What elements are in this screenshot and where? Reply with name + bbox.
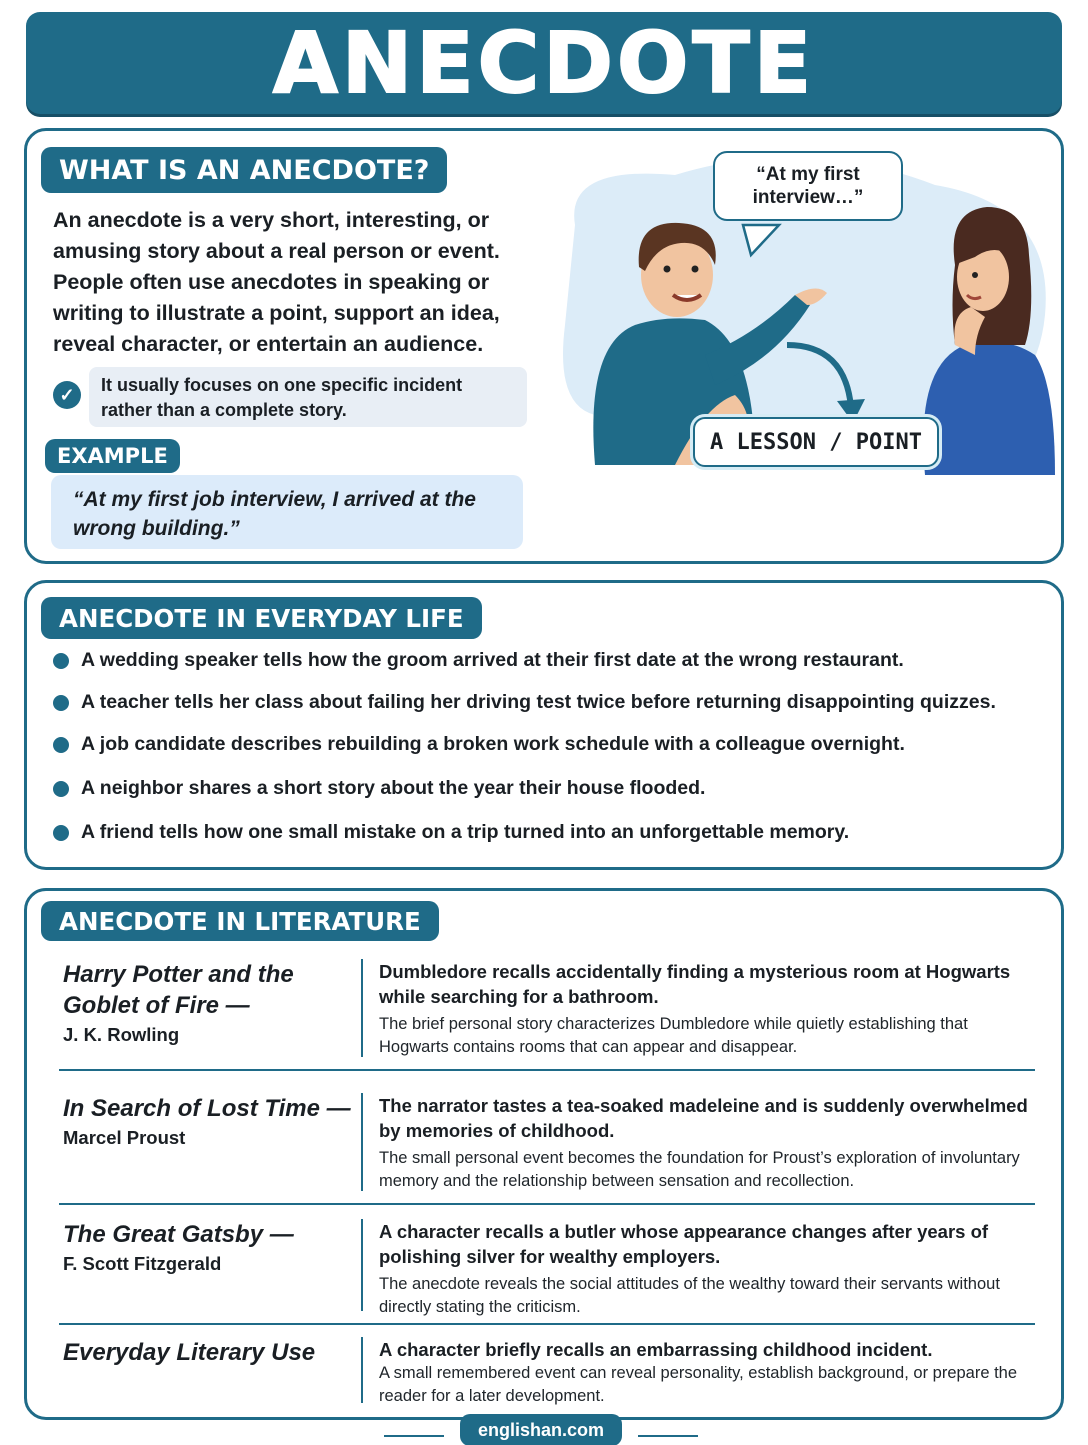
row-separator xyxy=(59,1203,1035,1205)
definition-text: An anecdote is a very short, interesting, or amusing story about a real person or event. People often use anecdotes in speaking or writing to illustrate a point, support an idea, reveal character, or entertain an audience. xyxy=(53,208,500,356)
literature-heading: ANECDOTE IN LITERATURE xyxy=(41,901,439,941)
literature-card xyxy=(24,888,1064,1420)
work-title: Everyday Literary Use xyxy=(63,1339,316,1366)
lesson-point-badge: A LESSON / POINT xyxy=(693,417,939,467)
anecdote-explanation: The brief personal story characterizes Dumbledore while quietly establishing that Hogwarts contains rooms that can appear and disappear. xyxy=(379,1015,968,1056)
anecdote-explanation: The small personal event becomes the foundation for Proust’s exploration of involuntary memory and the relationship between sensation and recollection. xyxy=(379,1149,1020,1190)
bullet-icon xyxy=(53,825,69,841)
anecdote-summary: A character briefly recalls an embarrassing childhood incident. A small remembered event can reveal personality, establish background, or prepare the reader for a later development. xyxy=(379,1337,1029,1408)
page-title: ANECDOTE xyxy=(272,14,816,112)
bullet-icon xyxy=(53,653,69,669)
anecdote-summary: Dumbledore recalls accidentally finding a mysterious room at Hogwarts while searching for a bathroom. The brief personal story characterizes Dumbledore while quietly establishing that Hogwarts contains rooms that can appear and disappear. xyxy=(379,959,1029,1059)
speech-bubble: “At my first interview…” xyxy=(713,151,903,221)
list-item: A wedding speaker tells how the groom arrived at their first date at the wrong restaurant. xyxy=(49,649,1059,672)
everyday-life-heading: ANECDOTE IN EVERYDAY LIFE xyxy=(41,597,482,639)
work-title: Harry Potter and the Goblet of Fire — J. K. Rowling xyxy=(63,959,353,1049)
work-title: The Great Gatsby — F. Scott Fitzgerald xyxy=(63,1219,353,1278)
literature-row xyxy=(59,1337,1035,1407)
bullet-icon xyxy=(53,781,69,797)
anecdote-summary: The narrator tastes a tea-soaked madeleine and is suddenly overwhelmed by memories of childhood. The small personal event becomes the foundation for Proust’s exploration of involuntary memory and the relationship between sensation and recollection. xyxy=(379,1093,1029,1193)
example-quote: “At my first job interview, I arrived at the wrong building.” xyxy=(51,475,523,549)
list-item: A job candidate describes rebuilding a broken work schedule with a colleague overnight. xyxy=(49,733,1059,756)
author-name: F. Scott Fitzgerald xyxy=(63,1253,222,1274)
anecdote-summary: A character recalls a butler whose appearance changes after years of polishing silver for wealthy employers. The anecdote reveals the social attitudes of the wealthy toward their servants without directly stating the criticism. xyxy=(379,1219,1029,1319)
list-item: A teacher tells her class about failing her driving test twice before returning disappointing quizzes. xyxy=(49,691,1059,714)
literature-row xyxy=(59,1093,1035,1193)
list-item: A friend tells how one small mistake on a trip turned into an unforgettable memory. xyxy=(49,821,1059,844)
what-is-heading: WHAT IS AN ANECDOTE? xyxy=(41,147,447,193)
bullet-icon xyxy=(53,737,69,753)
checkmark-icon: ✓ xyxy=(53,381,81,409)
anecdote-explanation: The anecdote reveals the social attitudes of the wealthy toward their servants without directly stating the criticism. xyxy=(379,1275,1000,1316)
work-title: In Search of Lost Time — Marcel Proust xyxy=(63,1093,353,1152)
list-item: A neighbor shares a short story about the year their house flooded. xyxy=(49,777,1059,800)
row-separator xyxy=(59,1069,1035,1071)
author-name: Marcel Proust xyxy=(63,1127,186,1148)
everyday-life-card xyxy=(24,580,1064,870)
row-separator xyxy=(59,1323,1035,1325)
example-label: EXAMPLE xyxy=(45,439,180,473)
author-name: J. K. Rowling xyxy=(63,1024,180,1045)
footer-rule-left xyxy=(384,1435,444,1437)
what-is-card xyxy=(24,128,1064,564)
row-divider xyxy=(361,1337,363,1403)
row-divider xyxy=(361,959,363,1057)
row-divider xyxy=(361,1219,363,1311)
literature-row xyxy=(59,959,1035,1059)
bullet-icon xyxy=(53,695,69,711)
key-note: It usually focuses on one specific incident rather than a complete story. xyxy=(89,367,527,427)
site-link[interactable]: englishan.com xyxy=(460,1414,622,1445)
row-divider xyxy=(361,1093,363,1191)
anecdote-explanation: A small remembered event can reveal personality, establish background, or prepare the reader for a later development. xyxy=(379,1364,1018,1405)
title-banner xyxy=(26,12,1062,114)
literature-row xyxy=(59,1219,1035,1315)
footer-rule-right xyxy=(638,1435,698,1437)
